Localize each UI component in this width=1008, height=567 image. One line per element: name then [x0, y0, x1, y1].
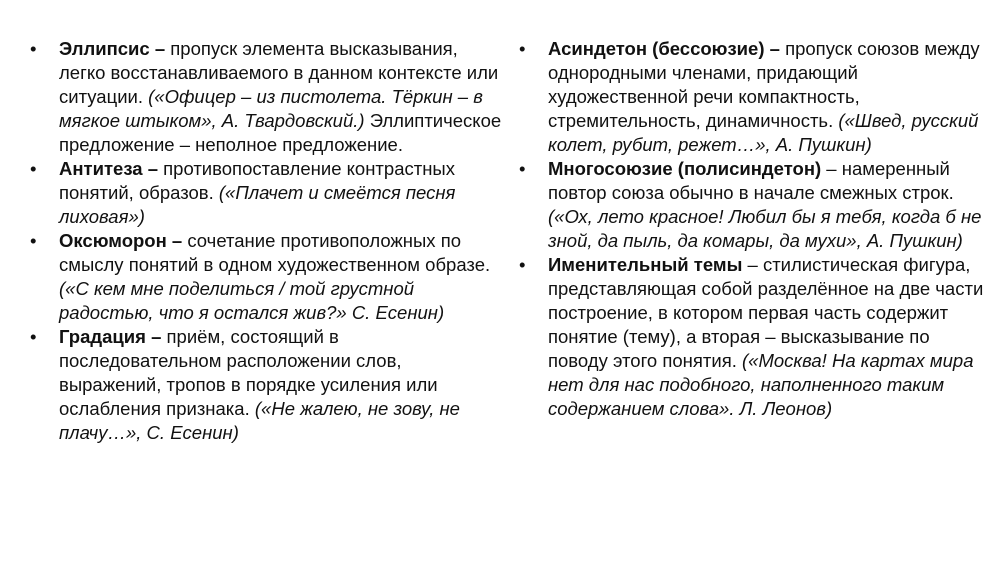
bullet-icon: • [519, 38, 526, 59]
example-ellipsis: («Офицер – из пистолета. Тёркин – в мягкое штыком», А. Твардовский.) [59, 86, 483, 131]
term-antithesis: Антитеза – [59, 158, 164, 179]
example-polysyndeton: («Ох, лето красное! Любил бы я тебя, когда б не зной, да пыль, да комары, да мухи», А. Пушкин) [548, 206, 982, 251]
definition-polysyndeton: – намеренный повтор союза обычно в начале смежных строк. [548, 158, 954, 203]
right-bullet-list [519, 37, 989, 421]
left-column [30, 37, 506, 445]
term-nominative-theme: Именительный темы [548, 254, 743, 275]
list-item-nominative-theme [519, 253, 989, 421]
bullet-icon: • [519, 158, 526, 179]
example-oxymoron: («С кем мне поделиться / той грустной радостью, что я остался жив?» С. Есенин) [59, 278, 445, 323]
left-bullet-list [30, 37, 506, 445]
extra-ellipsis: Эллиптическое предложение – неполное предложение. [59, 110, 502, 155]
right-column [519, 37, 989, 421]
term-asyndeton: Асиндетон (бессоюзие) – [548, 38, 786, 59]
bullet-icon: • [30, 230, 37, 251]
bullet-icon: • [30, 38, 37, 59]
term-ellipsis: Эллипсис – [59, 38, 171, 59]
list-item-polysyndeton [519, 157, 989, 253]
bullet-icon: • [519, 254, 526, 275]
definition-antithesis: противопоставление контрастных понятий, образов. [59, 158, 455, 203]
term-polysyndeton: Многосоюзие (полисиндетон) [548, 158, 822, 179]
example-gradation: («Не жалею, не зову, не плачу…», С. Есенин) [59, 398, 460, 443]
definition-ellipsis: пропуск элемента высказывания, легко восстанавливаемого в данном контексте или ситуации. [59, 38, 499, 107]
definition-gradation: приём, состоящий в последовательном расположении слов, выражений, тропов в порядке усиления или ослабления признака. [59, 326, 438, 419]
example-nominative-theme: («Москва! На картах мира нет для нас подобного, наполненного таким содержанием слова». Л. Леонов) [548, 350, 974, 419]
term-oxymoron: Оксюморон – [59, 230, 188, 251]
bullet-icon: • [30, 326, 37, 347]
list-item-gradation [30, 325, 506, 445]
list-item-ellipsis [30, 37, 506, 157]
list-item-asyndeton [519, 37, 989, 157]
term-gradation: Градация – [59, 326, 167, 347]
example-asyndeton: («Швед, русский колет, рубит, режет…», А. Пушкин) [548, 110, 979, 155]
example-antithesis: («Плачет и смеётся песня лиховая») [59, 182, 456, 227]
bullet-icon: • [30, 158, 37, 179]
definition-oxymoron: сочетание противоположных по смыслу понятий в одном художественном образе. [59, 230, 491, 275]
definition-asyndeton: пропуск союзов между однородными членами, придающий художественной речи компактность, стремительность, динамичность. [548, 38, 980, 131]
list-item-antithesis [30, 157, 506, 229]
list-item-oxymoron [30, 229, 506, 325]
definition-nominative-theme: – стилистическая фигура, представляющая собой разделённое на две части построение, в котором первая часть содержит понятие (тему), а вторая – высказывание по поводу этого понятия. [548, 254, 984, 371]
